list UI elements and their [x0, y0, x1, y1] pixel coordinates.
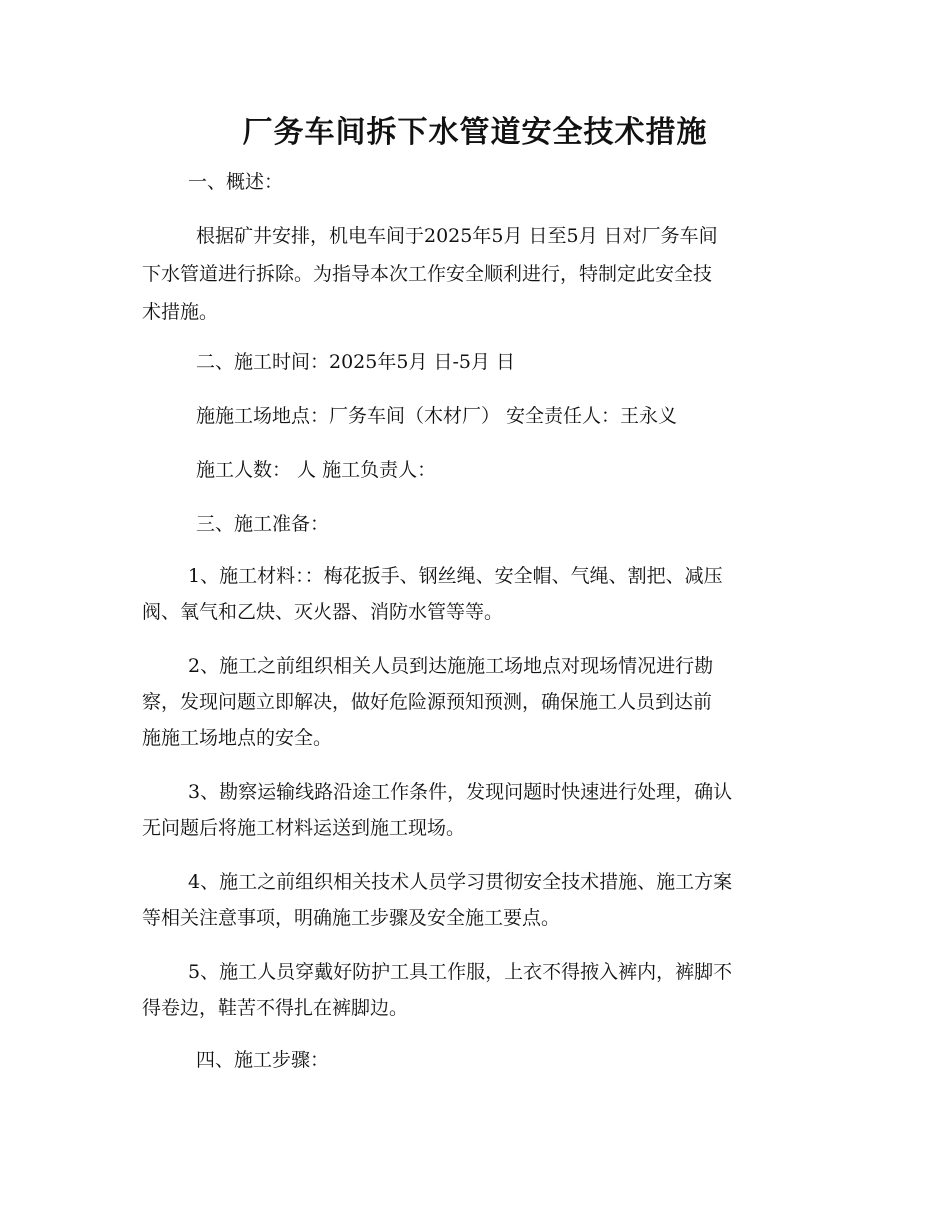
paragraph-line: 下水管道进行拆除。为指导本次工作安全顺利进行，特制定此安全技 — [142, 263, 713, 285]
paragraph-line: 无问题后将施工材料运送到施工现场。 — [142, 817, 466, 839]
paragraph-line: 1、施工材料：：梅花扳手、钢丝绳、安全帽、气绳、割把、减压 — [188, 565, 723, 587]
paragraph-line: 5、施工人员穿戴好防护工具工作服，上衣不得掖入裤内，裤脚不 — [188, 961, 733, 983]
construction-site-line: 施施工场地点：厂务车间（木材厂） 安全责任人：王永义 — [196, 405, 678, 427]
construction-staff-line: 施工人数： 人 施工负责人： — [196, 459, 437, 481]
paragraph-line: 4、施工之前组织相关技术人员学习贯彻安全技术措施、施工方案 — [188, 871, 733, 893]
paragraph-line: 阀、氧气和乙炔、灭火器、消防水管等等。 — [142, 601, 504, 623]
section-heading-preparation: 三、施工准备： — [196, 513, 330, 535]
construction-time-line: 二、施工时间：2025年5月 日-5月 日 — [196, 351, 516, 373]
paragraph-line: 3、勘察运输线路沿途工作条件，发现问题时快速进行处理，确认 — [188, 781, 733, 803]
paragraph-line: 察，发现问题立即解决，做好危险源预知预测，确保施工人员到达前 — [142, 691, 713, 713]
section-heading-overview: 一、概述： — [188, 171, 284, 193]
document-title: 厂务车间拆下水管道安全技术措施 — [242, 115, 708, 150]
paragraph-line: 2、施工之前组织相关人员到达施施工场地点对现场情况进行勘 — [188, 655, 714, 677]
paragraph-line: 施施工场地点的安全。 — [142, 727, 333, 749]
paragraph-line: 等相关注意事项，明确施工步骤及安全施工要点。 — [142, 907, 561, 929]
paragraph-line: 得卷边，鞋苦不得扎在裤脚边。 — [142, 997, 409, 1019]
section-heading-steps: 四、施工步骤： — [196, 1049, 330, 1071]
paragraph-line: 根据矿井安排，机电车间于2025年5月 日至5月 日对厂务车间 — [196, 225, 718, 247]
paragraph-line: 术措施。 — [142, 301, 219, 323]
